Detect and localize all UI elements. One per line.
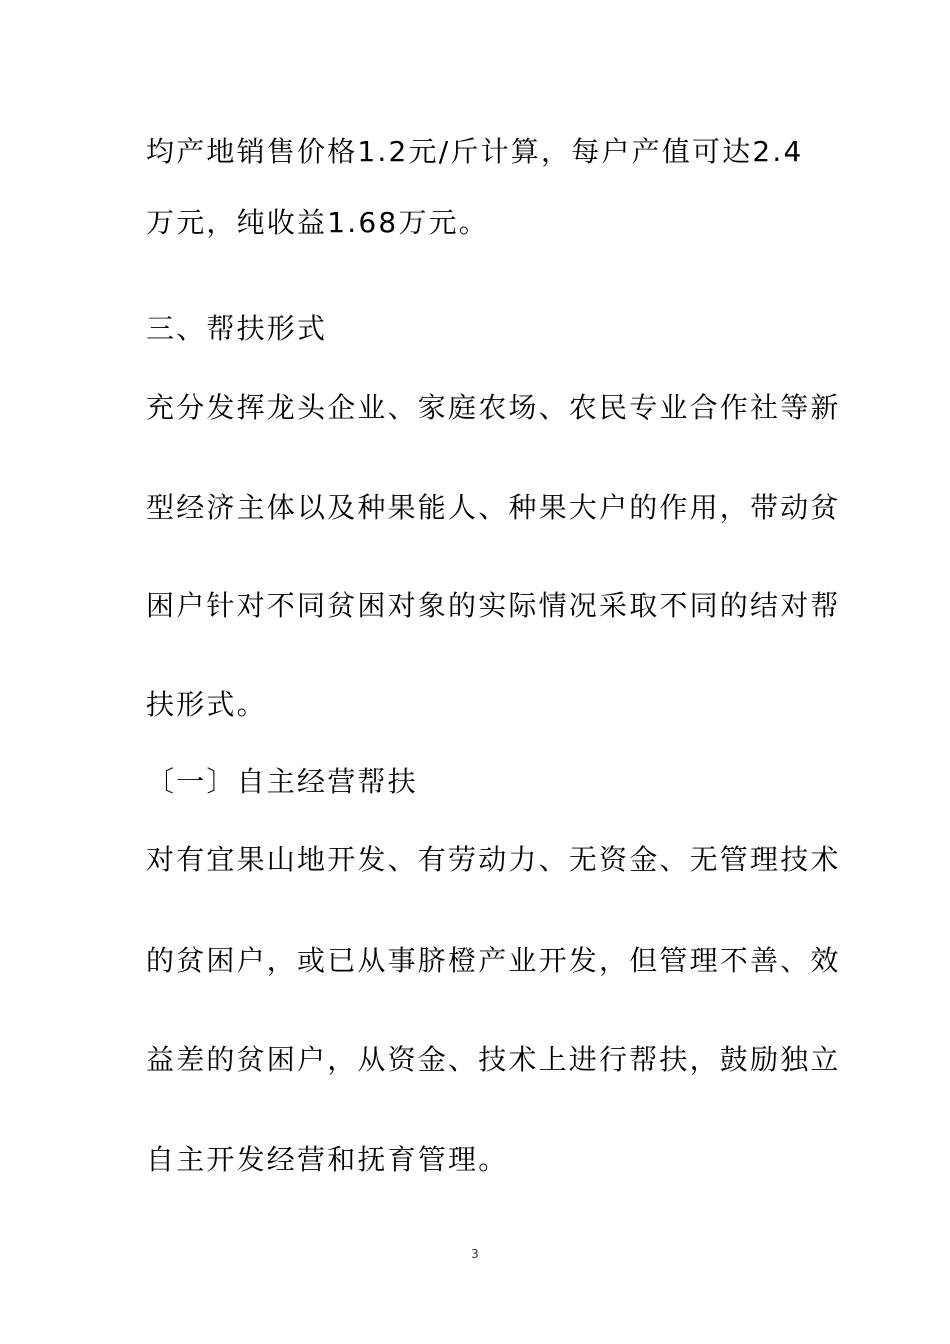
page-number: 3 — [471, 1247, 479, 1261]
body-text-line: 困户针对不同贫困对象的实际情况采取不同的结对帮 — [146, 589, 841, 622]
body-text-line: 的贫困户，或已从事脐橙产业开发，但管理不善、效 — [146, 944, 841, 977]
body-text-line: 扶形式。 — [146, 688, 267, 721]
body-text-line: 充分发挥龙头企业、家庭农场、农民专业合作社等新 — [146, 391, 841, 424]
body-text-line: 对有宜果山地开发、有劳动力、无资金、无管理技术 — [146, 843, 841, 876]
section-heading: 三、帮扶形式 — [146, 312, 328, 345]
body-text-line: 均产地销售价格1.2元/斤计算，每户产值可达2.4 — [146, 135, 804, 168]
body-text-line: 型经济主体以及种果能人、种果大户的作用，带动贫 — [146, 491, 841, 524]
subsection-heading: 〔一〕自主经营帮扶 — [146, 765, 418, 798]
body-text-line: 自主开发经营和抚育管理。 — [146, 1143, 509, 1176]
body-text-line: 益差的贫困户，从资金、技术上进行帮扶，鼓励独立 — [146, 1043, 841, 1076]
body-text-line: 万元，纯收益1.68万元。 — [146, 206, 489, 239]
